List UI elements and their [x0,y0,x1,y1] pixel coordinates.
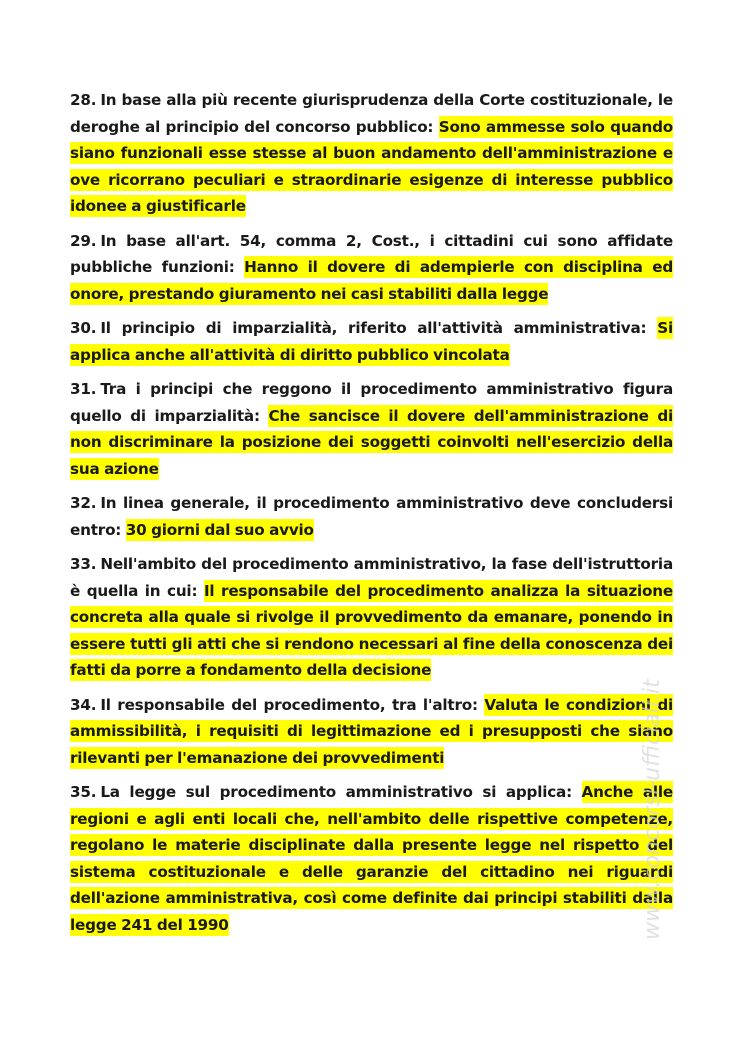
question-text: Il responsabile del procedimento, tra l'altro: [100,695,478,714]
question-number: 33. [70,555,97,573]
document-page [70,87,673,946]
question-text: Nell'ambito del procedimento amministrativo, la fase dell'istruttoria è quella in cui: [70,555,673,600]
answer-highlight: Il responsabile del procedimento analizza la situazione concreta alla quale si rivolge il provvedimento da emanare, ponendo in essere tutti gli atti che si rendono necessari al fine della conoscenza dei fatti da porre a fondamento della decisione [70,581,673,679]
question-number: 32. [70,494,97,512]
question-number: 35. [70,783,97,801]
watermark-text: www.concorsi-ufficiali.it [640,679,665,940]
answer-highlight: Sono ammesse solo quando siano funzionali esse stesse al buon andamento dell'amministrazione e ove ricorrano peculiari e straordinarie esigenze di interesse pubblico idonee a giustificarle [70,117,673,215]
question-item [70,779,673,938]
question-text: Il principio di imparzialità, riferito all'attività amministrativa: [100,319,647,337]
question-item [70,87,673,220]
answer-highlight: Valuta le condizioni di ammissibilità, i requisiti di legittimazione ed i presupposti che siano rilevanti per l'emanazione dei provvedimenti [70,695,674,767]
question-item [70,228,673,308]
answer-highlight: Anche alle regioni e agli enti locali che, nell'ambito delle rispettive competenze, regolano le materie disciplinate dalla presente legge nel rispetto del sistema costituzionale e delle garanzie del cittadino nei riguardi dell'azione amministrativa, così come definite dai principi stabiliti dalla legge 241 del 1990 [70,783,673,934]
question-item [70,692,673,772]
answer-highlight: Hanno il dovere di adempierle con disciplina ed onore, prestando giuramento nei casi stabiliti dalla legge [70,258,673,303]
question-text: In base alla più recente giurisprudenza della Corte costituzionale, le deroghe al principio del concorso pubblico: [70,91,673,136]
question-item [70,551,673,684]
question-item [70,315,673,368]
question-item [70,490,673,543]
question-number: 28. [70,91,97,109]
answer-highlight: Che sancisce il dovere dell'amministrazione di non discriminare la posizione dei soggetti coinvolti nell'esercizio della sua azione [70,406,673,478]
answer-highlight: Si applica anche all'attività di diritto pubblico vincolata [70,319,673,364]
question-number: 29. [70,231,97,250]
question-number: 34. [70,695,97,714]
question-item [70,376,673,482]
question-text: Tra i principi che reggono il procedimento amministrativo figura quello di imparzialità: [70,380,673,425]
answer-highlight: 30 giorni dal suo avvio [125,520,314,539]
question-number: 31. [70,380,97,398]
question-text: La legge sul procedimento amministrativo si applica: [100,783,572,801]
question-text: In linea generale, il procedimento amministrativo deve concludersi entro: [70,494,673,539]
question-text: In base all'art. 54, comma 2, Cost., i cittadini cui sono affidate pubbliche funzioni: [70,231,673,276]
question-number: 30. [70,319,97,337]
